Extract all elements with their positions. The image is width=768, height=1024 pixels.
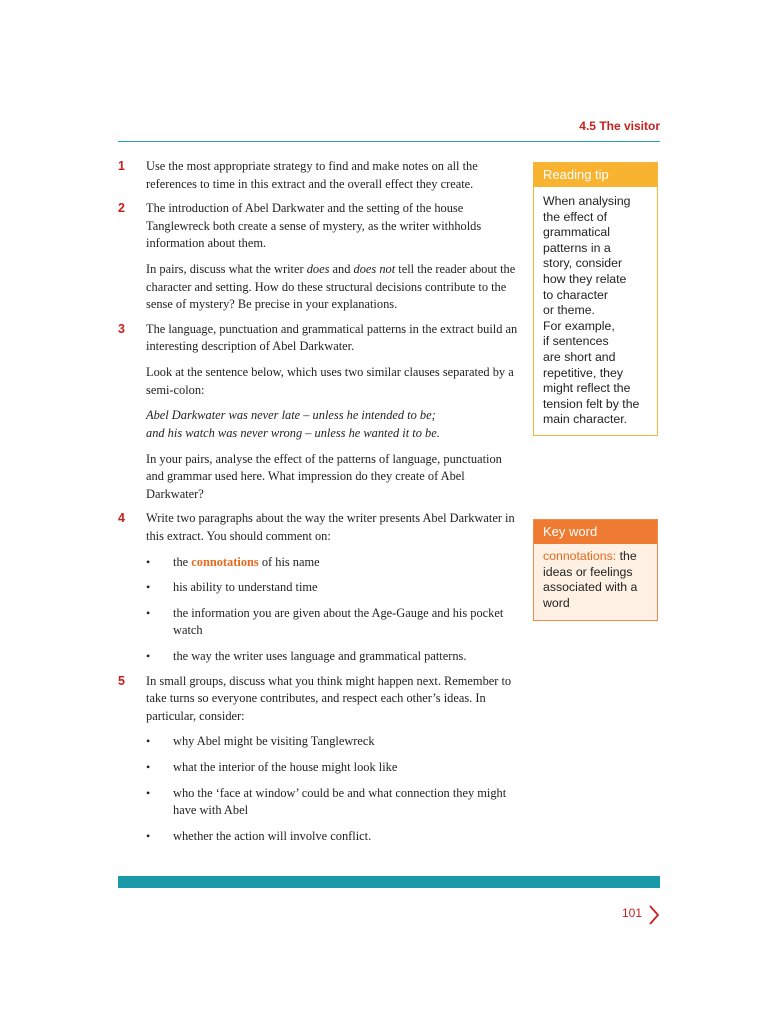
key-word-title: Key word [534, 520, 657, 544]
page-number: 101 [622, 906, 643, 920]
bullet-item: • his ability to understand time [146, 579, 518, 597]
question-4 [118, 510, 518, 665]
question-number: 2 [118, 201, 125, 216]
text-run: the [173, 554, 192, 569]
tip-line: patterns in a [543, 240, 611, 255]
question-text: The language, punctuation and grammatical patterns in the extract build an interesting description of Abel Darkwater. [146, 321, 518, 354]
question-2 [118, 200, 518, 314]
tip-line: or theme. [543, 303, 595, 318]
quote-line: Abel Darkwater was never late – unless he intended to be; [146, 408, 436, 423]
question-text: The introduction of Abel Darkwater and the setting of the house Tanglewreck both create a sense of mystery, as the writer withholds information about them. [146, 201, 482, 251]
question-number: 5 [118, 673, 125, 688]
quote-line: and his watch was never wrong – unless he wanted it to be. [146, 425, 440, 440]
question-number: 3 [118, 321, 125, 336]
tip-line: main character. [543, 412, 628, 427]
text-run: of his name [258, 554, 320, 569]
question-instruction: Look at the sentence below, which uses two similar clauses separated by a semi-colon: [146, 365, 514, 397]
question-3 [118, 321, 518, 503]
key-word-highlight: connotations [191, 554, 259, 569]
bullet-item: • the way the writer uses language and grammatical patterns. [146, 648, 518, 666]
tip-line: are short and [543, 349, 616, 364]
tip-line: When analysing [543, 194, 631, 208]
questions-column [118, 158, 518, 854]
bullet-item: • who the ‘face at window’ could be and what connection they might have with Abel [146, 785, 518, 820]
footer-bar [118, 876, 660, 888]
tip-line: might reflect the [543, 381, 631, 396]
bullet-item: • whether the action will involve conflict. [146, 828, 518, 846]
tip-line: the effect of [543, 209, 608, 224]
chevron-right-icon[interactable] [648, 905, 660, 925]
emphasis-text: does [306, 262, 330, 277]
tip-line: repetitive, they [543, 365, 623, 380]
key-word-box [533, 519, 658, 621]
text-run: the [616, 549, 637, 563]
tip-line: to character [543, 287, 608, 302]
text-run: In pairs, discuss what the writer [146, 262, 307, 277]
question-number: 4 [118, 511, 125, 526]
question-text: Use the most appropriate strategy to find and make notes on all the references to time in this extract and the overall effect they create. [146, 159, 478, 191]
tip-line: how they relate [543, 271, 627, 286]
reading-tip-body [534, 187, 657, 428]
tip-line: For example, [543, 318, 615, 333]
reading-tip-box [533, 162, 658, 436]
text-run: and [329, 262, 354, 277]
bullet-item: • the information you are given about the Age-Gauge and his pocket watch [146, 605, 518, 640]
question-text: Write two paragraphs about the way the writer presents Abel Darkwater in this extract. You should comment on: [146, 511, 515, 543]
running-head [118, 119, 660, 142]
key-word-body [534, 544, 657, 611]
tip-line: tension felt by the [543, 396, 640, 411]
emphasis-text: does not [353, 262, 396, 277]
question-text: In small groups, discuss what you think might happen next. Remember to take turns so everyone contributes, and respect each other’s ideas. In particular, consider: [146, 673, 512, 723]
question-instruction: In your pairs, analyse the effect of the patterns of language, punctuation and grammar used here. What impression do they create of Abel Darkwater? [146, 451, 502, 501]
reading-tip-title: Reading tip [534, 163, 657, 187]
question-5 [118, 673, 518, 846]
bullet-item [146, 554, 518, 572]
section-title: 4.5 The visitor [579, 119, 660, 133]
kw-line: ideas or feelings [543, 564, 633, 579]
tip-line: story, consider [543, 256, 623, 271]
bullet-item: • why Abel might be visiting Tanglewreck [146, 733, 518, 751]
quoted-sentence [146, 407, 518, 442]
kw-line [543, 549, 651, 565]
kw-line: associated with a [543, 580, 638, 595]
question-number: 1 [118, 159, 125, 173]
tip-line: if sentences [543, 334, 609, 349]
question-instruction [146, 261, 518, 314]
key-word-term: connotations: [543, 549, 617, 563]
text-run: tell the reader about the character and setting. How do these structural decisions contribute to the sense of mystery? Be precise in your explanations. [146, 262, 516, 312]
bullet-item: • what the interior of the house might look like [146, 759, 518, 777]
question-1 [118, 158, 518, 193]
tip-line: grammatical [543, 225, 610, 240]
kw-line: word [543, 595, 570, 610]
